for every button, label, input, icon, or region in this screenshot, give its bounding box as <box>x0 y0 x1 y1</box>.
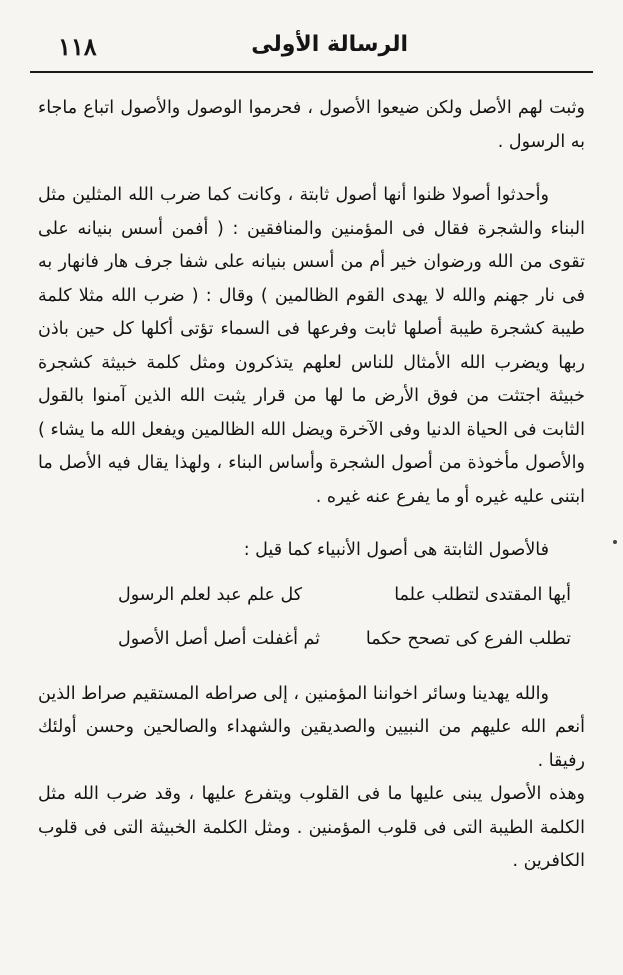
paragraph-5: وهذه الأصول يبنى عليها ما فى القلوب ويتفرع عليها ، وقد ضرب الله مثل الكلمة الطيبة التى فى قلوب المؤمنين . ومثل الكلمة الخبيثة التى فى قلوب الكافرين . <box>38 784 585 871</box>
verse-line-2 <box>38 618 585 662</box>
paragraph-3: فالأصول الثابتة هى أصول الأنبياء كما قيل : <box>243 540 549 560</box>
page-speck <box>613 540 617 544</box>
paragraph-gap <box>38 159 585 179</box>
verse-1-hemistich-2: كل علم عبد لعلم الرسول <box>118 584 303 605</box>
verse-1-hemistich-1: أيها المقتدى لتطلب علما <box>394 584 571 605</box>
paragraph-gap <box>38 666 585 678</box>
header-rule <box>30 71 593 73</box>
verse-2-hemistich-2: ثم أغفلت أصل أصل الأصول <box>118 628 321 649</box>
paragraph-2: وأحدثوا أصولا ظنوا أنها أصول ثابتة ، وكانت كما ضرب الله المثلين مثل البناء والشجرة فقال فى المؤمنين والمنافقين : ( أفمن أسس بنيانه على تقوى من الله ورضوان خير أم من أسس بنيانه على شفا جرف هار فانهار به فى نار جهنم والله لا يهدى القوم الظالمين ) وقال : ( ضرب الله مثلا كلمة طيبة كشجرة طيبة أصلها ثابت وفرعها فى السماء تؤتى أكلها كل حين باذن ربها ويضرب الله الأمثال للناس لعلهم يتذكرون ومثل كلمة خبيثة كشجرة خبيثة اجتثت من فوق الأرض ما لها من قرار يثبت الله الذين آمنوا بالقول الثابت فى الحياة الدنيا وفى الآخرة ويضل الله الظالمين ويفعل الله ما يشاء ) والأصول مأخوذة من أصول الشجرة وأساس البناء ، ولهذا يقال فيه الأصل ما ابتنى عليه غيره أو ما يفرع عنه غيره . <box>38 185 585 507</box>
verse-2-hemistich-1: تطلب الفرع كى تصحح حكما <box>365 628 571 649</box>
poem-verses <box>38 574 585 662</box>
running-title: الرسالة الأولى <box>251 32 408 57</box>
paragraph-gap <box>38 514 585 534</box>
paragraph-1: وثبت لهم الأصل ولكن ضيعوا الأصول ، فحرموا الوصول والأصول اتباع ماجاء به الرسول . <box>38 98 585 152</box>
page-number: ١١٨ <box>58 32 97 61</box>
page-body <box>38 92 585 879</box>
verse-line-1 <box>38 574 585 618</box>
paragraph-4: والله يهدينا وسائر اخواننا المؤمنين ، إلى صراطه المستقيم صراط الذين أنعم الله عليهم من النبيين والصديقين والشهداء والصالحين وحسن أولئك رفيقا . <box>38 683 585 771</box>
